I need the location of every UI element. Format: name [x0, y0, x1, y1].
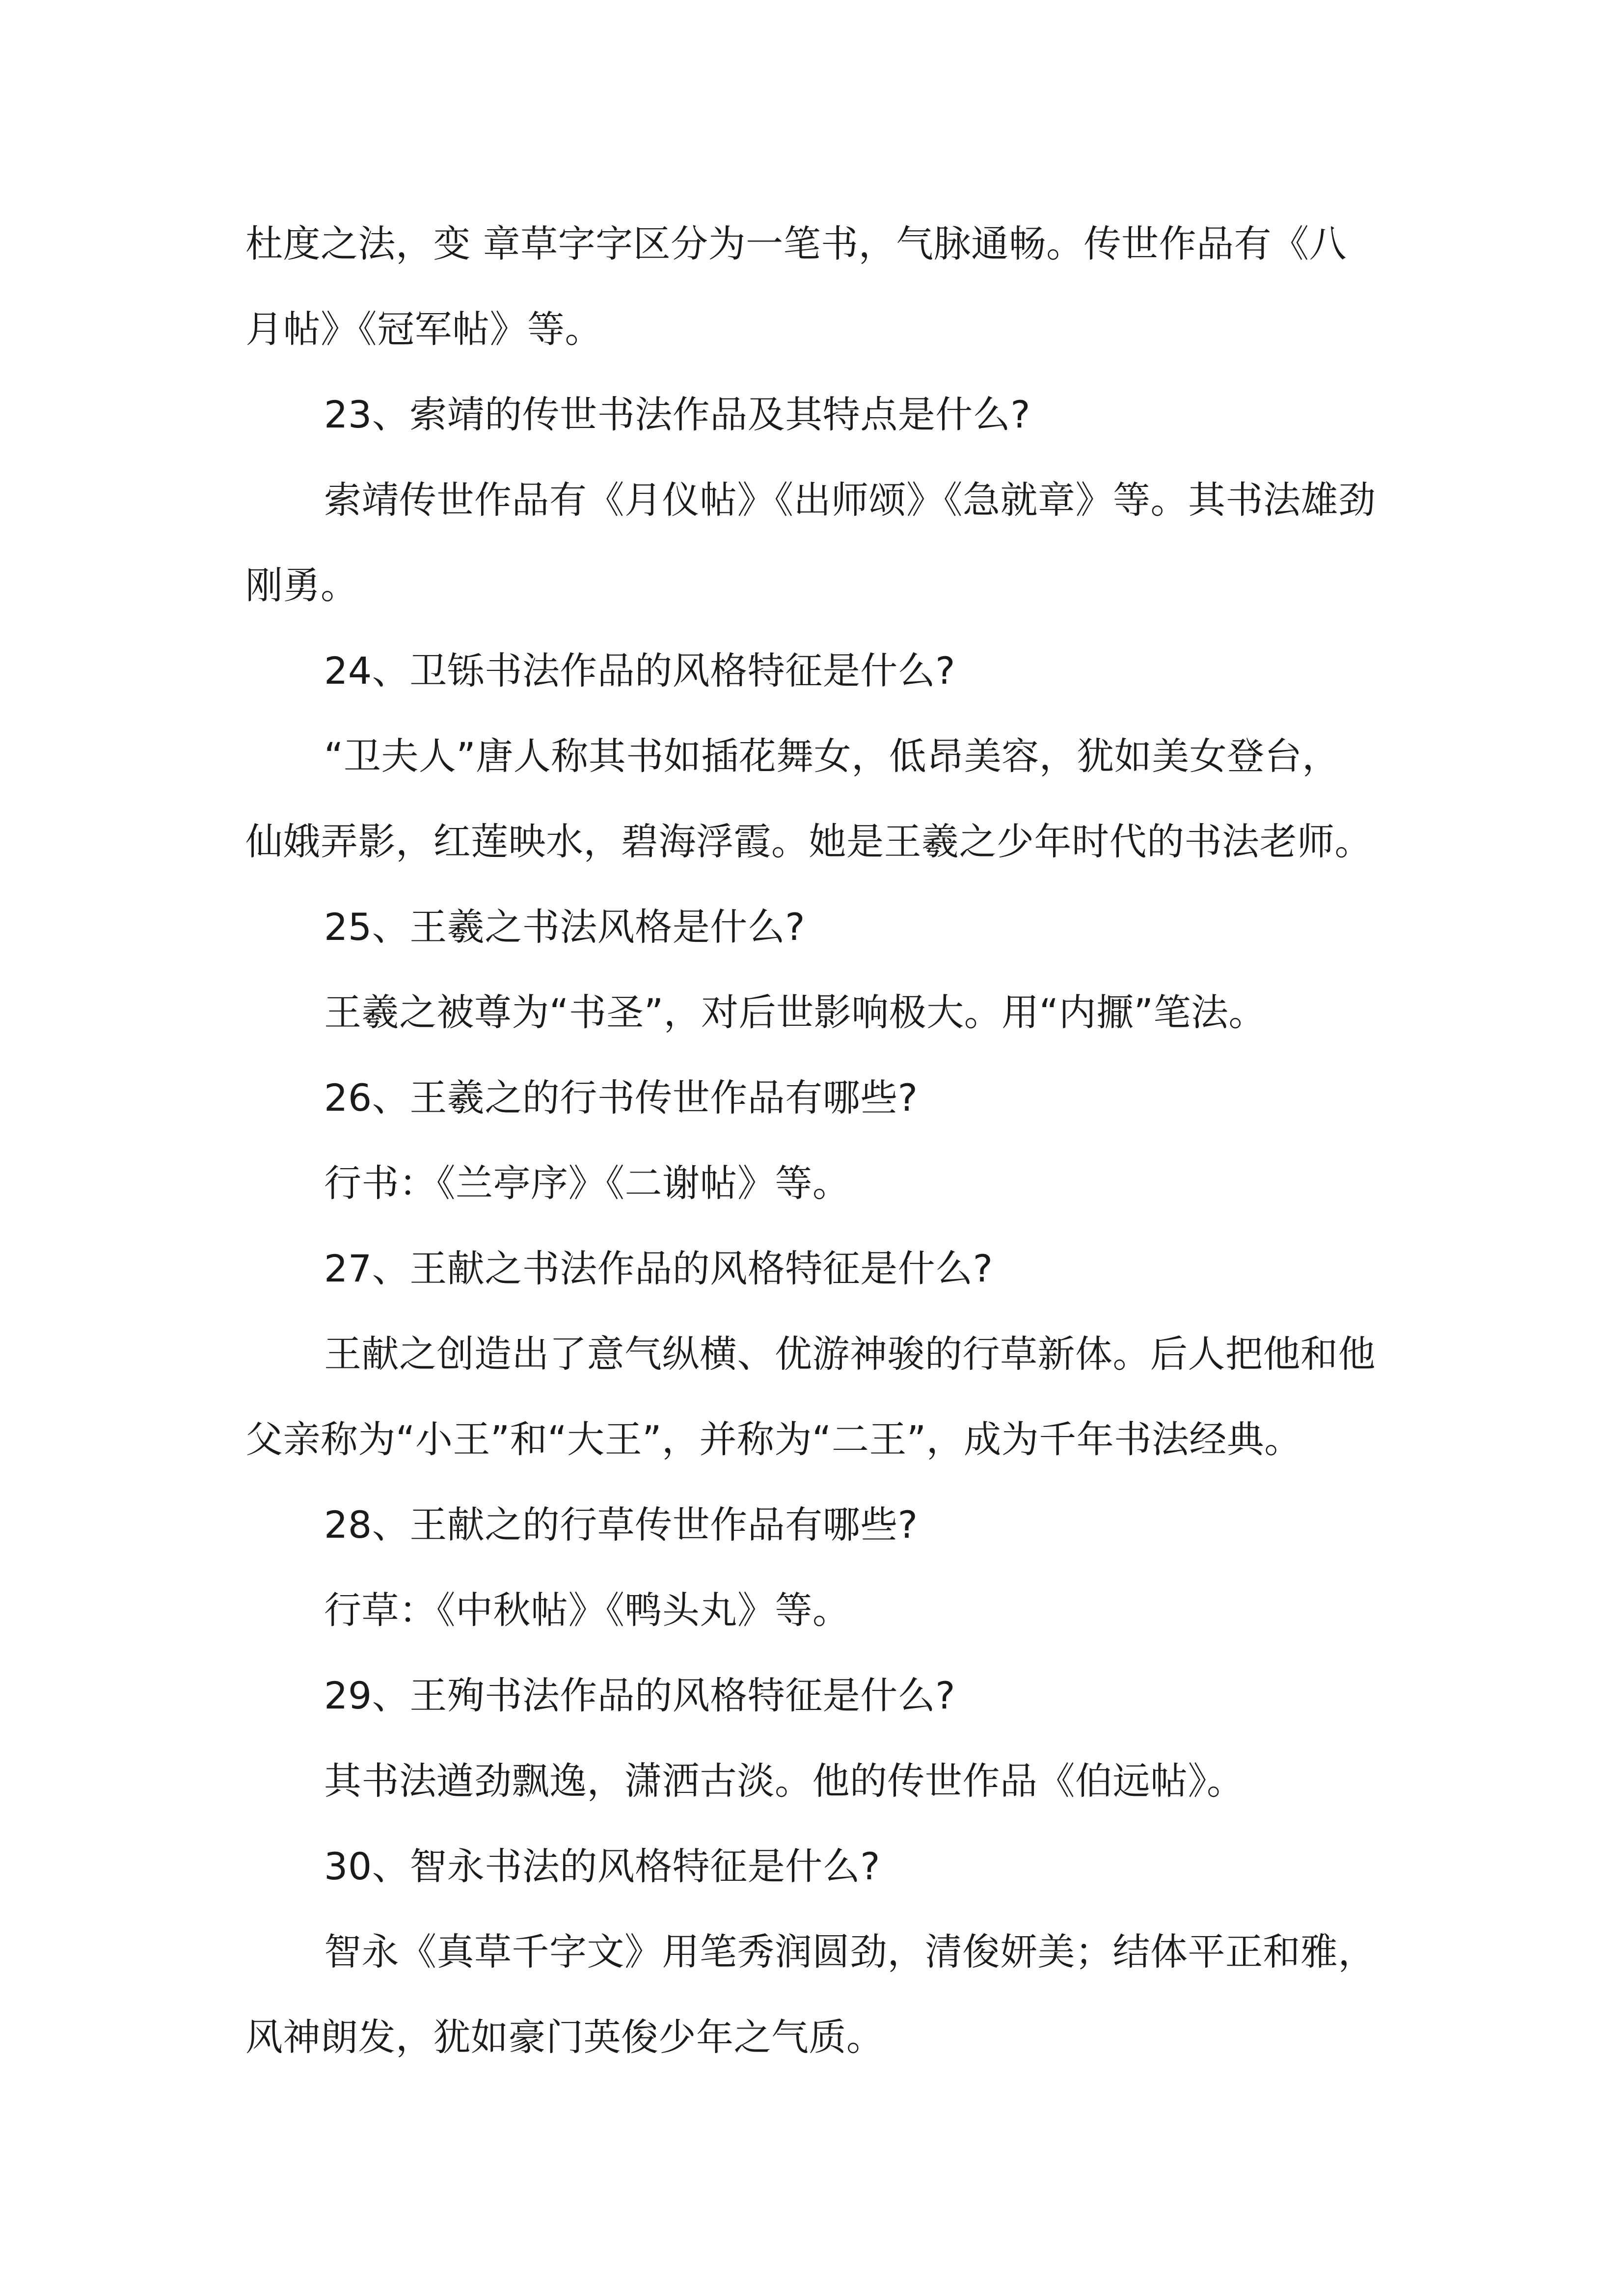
- question-23: [245, 372, 1404, 457]
- document-body: [245, 201, 1404, 2080]
- text-line: 30、智永书法的风格特征是什么?: [324, 1844, 881, 1888]
- text-line: 27、王献之书法作品的风格特征是什么?: [324, 1247, 993, 1290]
- answer-25: [245, 970, 1404, 1055]
- text-line: 24、卫铄书法作品的风格特征是什么?: [324, 649, 956, 693]
- answer-28: [245, 1568, 1404, 1653]
- question-26: [245, 1055, 1404, 1141]
- question-28: [245, 1482, 1404, 1568]
- text-line: 王献之创造出了意气纵横、优游神骏的行草新体。后人把他和他: [324, 1332, 1376, 1376]
- text-line: 王羲之被尊为“书圣”，对后世影响极大。用“内擫”笔法。: [324, 990, 1266, 1034]
- answer-24: [245, 714, 1404, 884]
- text-line: 29、王殉书法作品的风格特征是什么?: [324, 1674, 956, 1717]
- text-line: 父亲称为“小王”和“大王”，并称为“二王”，成为千年书法经典。: [245, 1417, 1302, 1461]
- answer-26: [245, 1141, 1404, 1226]
- answer-27: [245, 1311, 1404, 1482]
- text-line: 行书：《兰亭序》《二谢帖》等。: [324, 1161, 850, 1205]
- text-line: 23、索靖的传世书法作品及其特点是什么?: [324, 393, 1031, 436]
- text-line: 刚勇。: [245, 563, 358, 607]
- text-line: 仙娥弄影，红莲映水，碧海浮霞。她是王羲之少年时代的书法老师。: [245, 820, 1372, 863]
- answer-23: [245, 457, 1404, 628]
- text-line: 月帖》《冠军帖》等。: [245, 307, 602, 351]
- text-line: 28、王献之的行草传世作品有哪些?: [324, 1503, 918, 1547]
- answer-29: [245, 1738, 1404, 1824]
- text-line: 杜度之法，变 章草字字区分为一笔书，气脉通畅。传世作品有《八: [245, 222, 1347, 266]
- text-line: 索靖传世作品有《月仪帖》《出师颂》《急就章》等。其书法雄劲: [324, 478, 1376, 522]
- text-line: 25、王羲之书法风格是什么?: [324, 905, 806, 949]
- text-line: 26、王羲之的行书传世作品有哪些?: [324, 1076, 918, 1120]
- question-29: [245, 1653, 1404, 1738]
- question-30: [245, 1824, 1404, 1909]
- question-24: [245, 628, 1404, 714]
- question-27: [245, 1226, 1404, 1311]
- answer-30: [245, 1909, 1404, 2080]
- question-25: [245, 884, 1404, 970]
- text-line: 其书法遒劲飘逸，潇洒古淡。他的传世作品《伯远帖》。: [324, 1759, 1245, 1803]
- text-line: 智永《真草千字文》用笔秀润圆劲，清俊妍美；结体平正和雅，: [324, 1930, 1376, 1974]
- text-line: 行草：《中秋帖》《鸭头丸》等。: [324, 1588, 850, 1632]
- text-line: “卫夫人”唐人称其书如插花舞女，低昂美容，犹如美女登台，: [324, 734, 1340, 778]
- paragraph-continuation: [245, 201, 1404, 372]
- text-line: 风神朗发，犹如豪门英俊少年之气质。: [245, 2015, 884, 2059]
